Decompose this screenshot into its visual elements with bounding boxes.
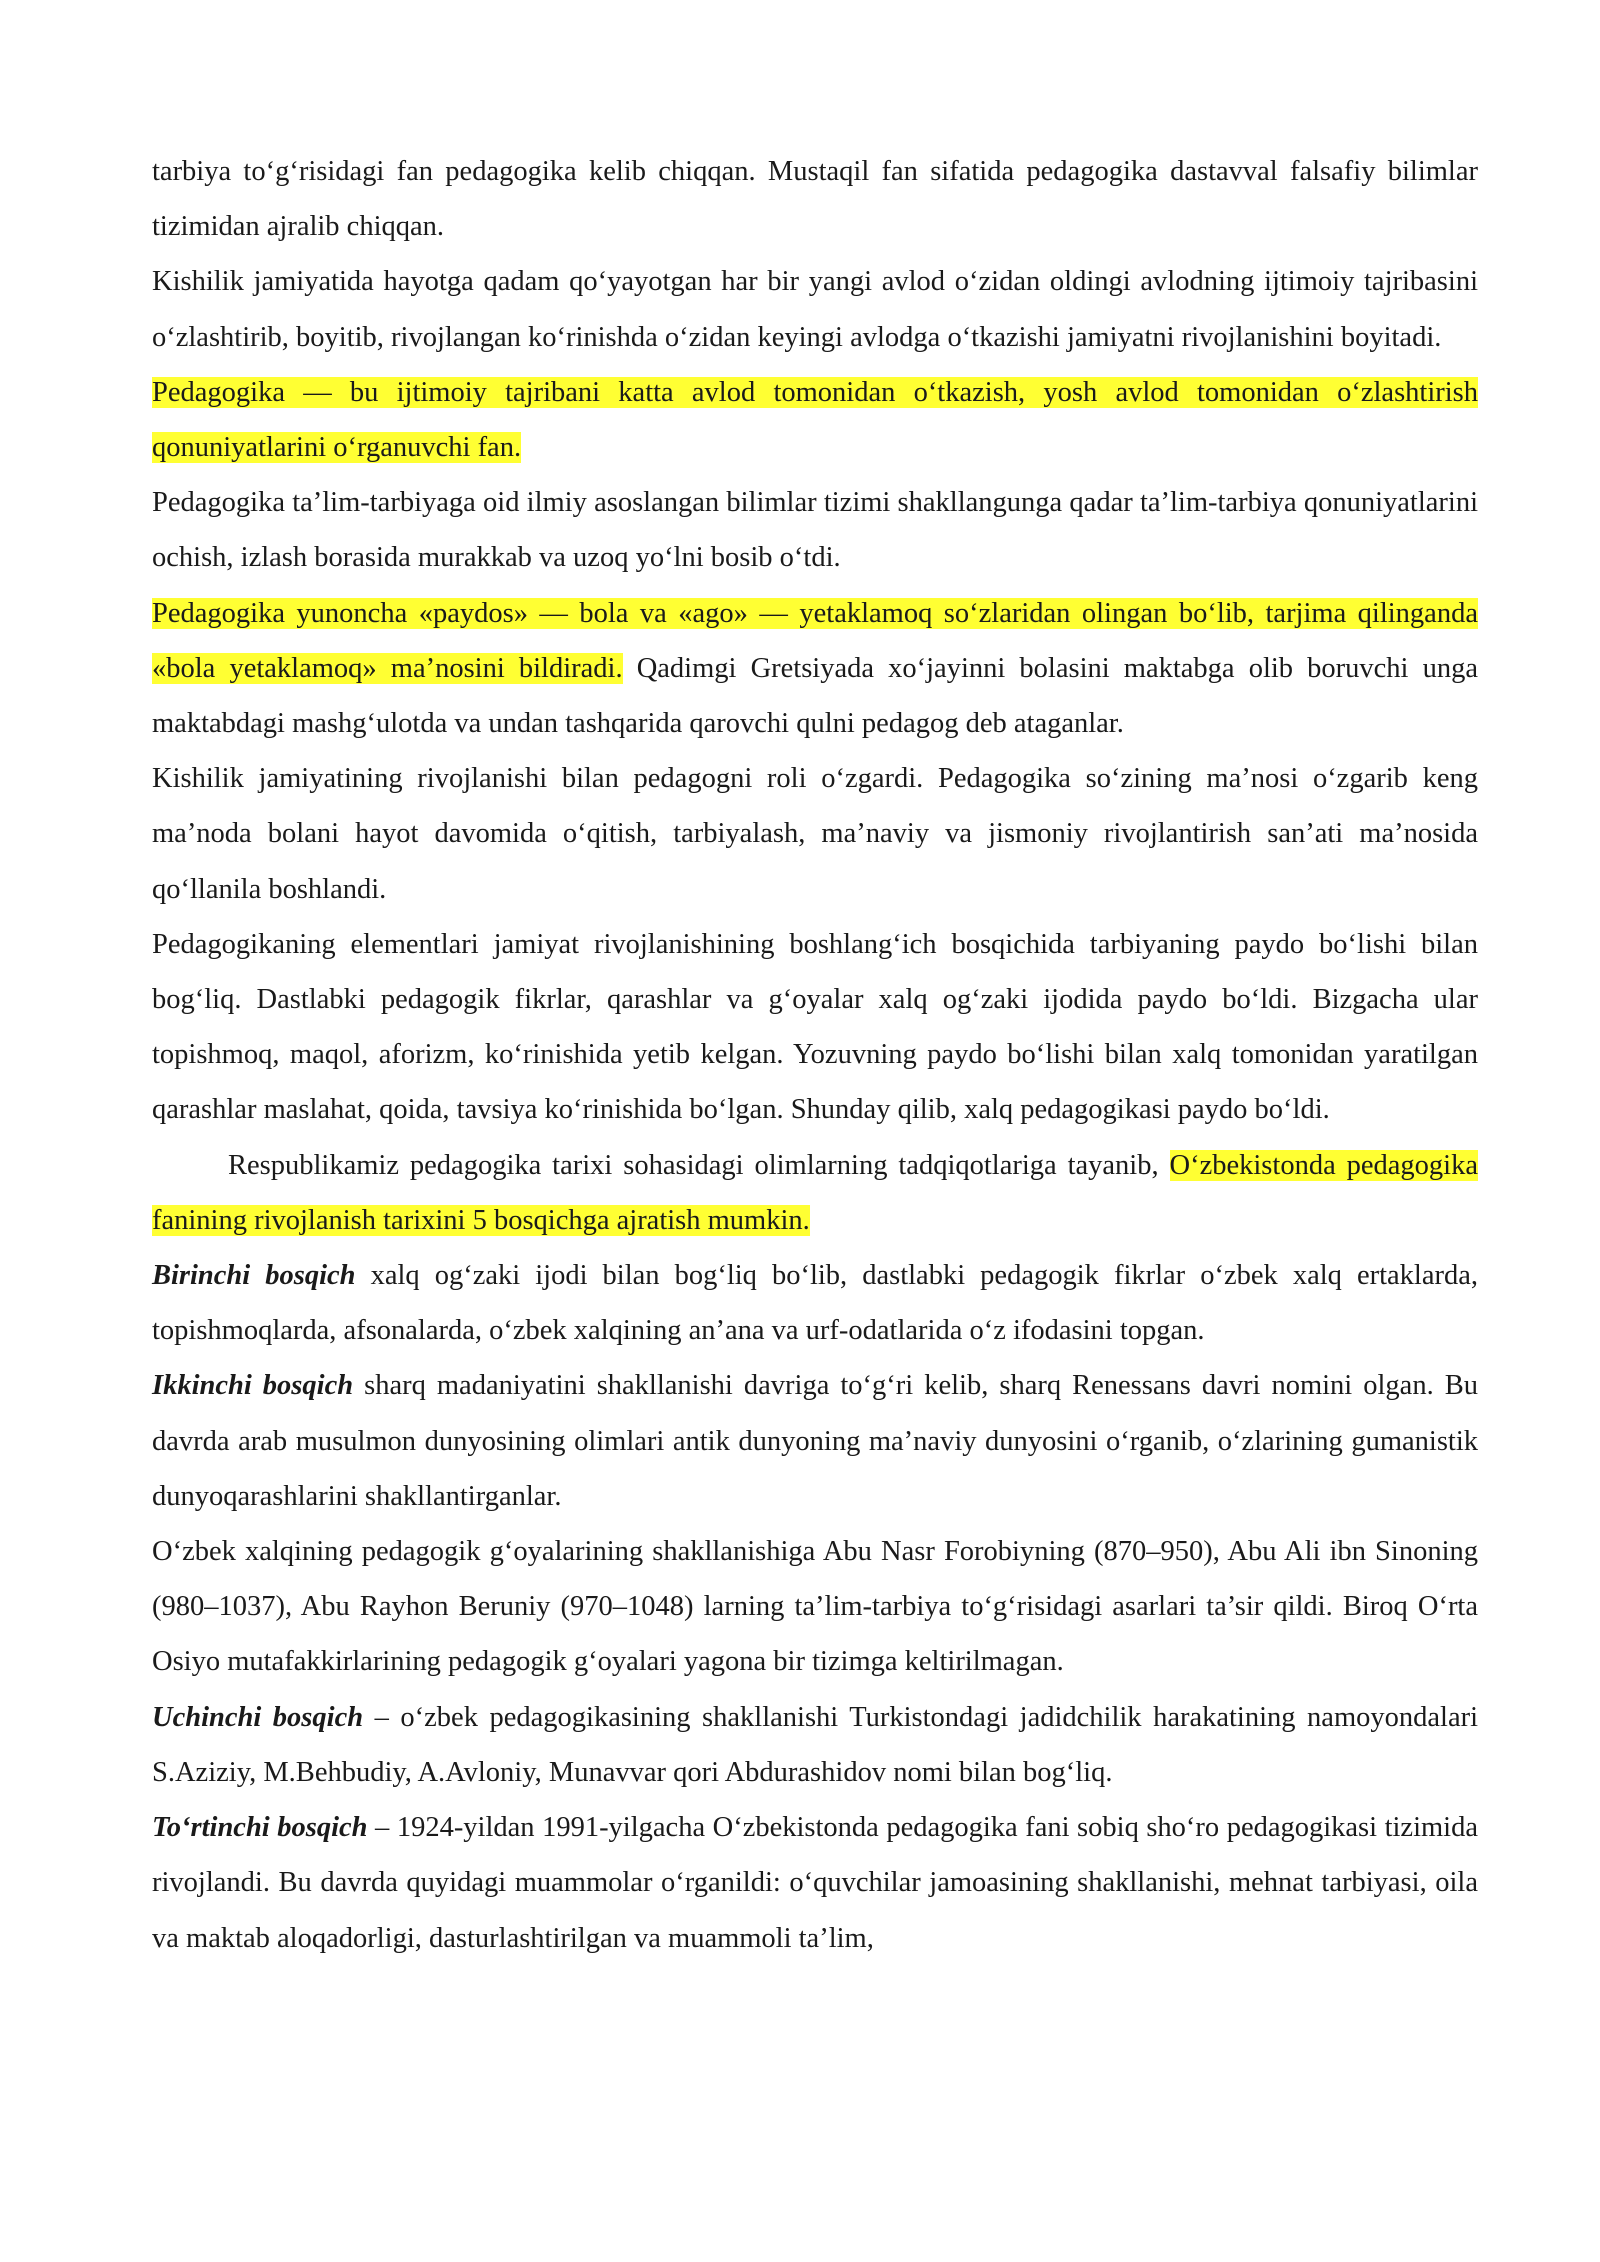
highlighted-text: O‘zbekistonda pedagogika fanining rivojlanish tarixini 5 bosqichga ajratish mumkin.: [152, 1149, 1478, 1236]
paragraph-text: sharq madaniyatini shakllanishi davriga to‘g‘ri kelib, sharq Renessans davri nomini olgan. Bu davrda arab musulmon dunyosining olimlari antik dunyoning ma’naviy dunyosini o‘rganib, o‘zlarining gumanistik dunyoqarashlarini shakllantirganlar.: [152, 1370, 1478, 1512]
paragraph-thinkers: [152, 1524, 1478, 1690]
paragraph-role-change: [152, 751, 1478, 917]
paragraph-text: tarbiya to‘g‘risidagi fan pedagogika kelib chiqqan. Mustaqil fan sifatida pedagogika dastavval falsafiy bilimlar tizimidan ajralib chiqqan.: [152, 156, 1478, 243]
paragraph-text: xalq og‘zaki ijodi bilan bog‘liq bo‘lib, dastlabki pedagogik fikrlar o‘zbek xalq ertaklarda, topishmoqlarda, afsonalarda, o‘zbek xalqining an’ana va urf-odatlarida o‘z ifodasini topgan.: [152, 1260, 1478, 1347]
paragraph-stages-intro: [152, 1138, 1478, 1248]
stage-term: Ikkinchi bosqich: [152, 1370, 354, 1402]
paragraph-elements: [152, 917, 1478, 1138]
paragraph-knowledge-system: [152, 475, 1478, 585]
stage-term: Uchinchi bosqich: [152, 1701, 364, 1733]
stage-term: To‘rtinchi bosqich: [152, 1812, 368, 1844]
paragraph-text: Kishilik jamiyatining rivojlanishi bilan pedagogni roli o‘zgardi. Pedagogika so‘zining ma’nosi o‘zgarib keng ma’noda bolani hayot davomida o‘qitish, tarbiyalash, ma’naviy va jismoniy rivojlantirish san’ati ma’nosida qo‘llanila boshlandi.: [152, 763, 1478, 905]
paragraph-text: Respublikamiz pedagogika tarixi sohasidagi olimlarning tadqiqotlariga tayanib,: [228, 1149, 1170, 1181]
paragraph-text: Qadimgi Gretsiyada xo‘jayinni bolasini maktabga olib boruvchi unga maktabdagi mashg‘ulotda va undan tashqarida qarovchi qulni pedagog deb ataganlar.: [152, 652, 1478, 740]
paragraph-text: Kishilik jamiyatida hayotga qadam qo‘yayotgan har bir yangi avlod o‘zidan oldingi avlodning ijtimoiy tajribasini o‘zlashtirib, boyitib, rivojlangan ko‘rinishda o‘zidan keyingi avlodga o‘tkazishi jamiyatni rivojlanishini boyitadi.: [152, 266, 1478, 353]
paragraph-text: – o‘zbek pedagogikasining shakllanishi Turkistondagi jadidchilik harakatining namoyondalari S.Aziziy, M.Behbudiy, A.Avloniy, Munavvar qori Abdurashidov nomi bilan bog‘liq.: [152, 1701, 1479, 1788]
paragraph-text: O‘zbek xalqining pedagogik g‘oyalarining shakllanishiga Abu Nasr Forobiyning (870–950), Abu Ali ibn Sinoning (980–1037), Abu Rayhon Beruniy (970–1048) larning ta’lim-tarbiya to‘g‘risidagi asarlari ta’sir qildi. Biroq O‘rta Osiyo mutafakkirlarining pedagogik g‘oyalari yagona bir tizimga keltirilmagan.: [152, 1536, 1478, 1678]
paragraph-origin: [152, 144, 1478, 254]
paragraph-stage-one: [152, 1248, 1478, 1358]
paragraph-generations: [152, 254, 1478, 364]
highlighted-text: Pedagogika yunoncha «paydos» — bola va «ago» — yetaklamoq so‘zlaridan olingan bo‘lib, tarjima qilinganda «bola yetaklamoq» ma’nosini bildiradi.: [152, 597, 1478, 684]
paragraph-etymology: [152, 586, 1478, 752]
paragraph-text: – 1924-yildan 1991-yilgacha O‘zbekistonda pedagogika fani sobiq sho‘ro pedagogikasi tizimida rivojlandi. Bu davrda quyidagi muammolar o‘rganildi: o‘quvchilar jamoasining shakllanishi, mehnat tarbiyasi, oila va maktab aloqadorligi, dasturlashtirilgan va muammoli ta’lim,: [152, 1812, 1478, 1954]
document-page: [152, 144, 1478, 1966]
paragraph-text: Pedagogikaning elementlari jamiyat rivojlanishining boshlang‘ich bosqichida tarbiyaning paydo bo‘lishi bilan bog‘liq. Dastlabki pedagogik fikrlar, qarashlar va g‘oyalar xalq og‘zaki ijodida paydo bo‘ldi. Bizgacha ular topishmoq, maqol, aforizm, ko‘rinishida yetib kelgan. Yozuvning paydo bo‘lishi bilan xalq tomonidan yaratilgan qarashlar maslahat, qoida, tavsiya ko‘rinishida bo‘lgan. Shunday qilib, xalq pedagogikasi paydo bo‘ldi.: [152, 928, 1478, 1126]
paragraph-stage-four: [152, 1800, 1478, 1966]
paragraph-definition: [152, 365, 1478, 475]
paragraph-text: Pedagogika ta’lim-tarbiyaga oid ilmiy asoslangan bilimlar tizimi shakllangunga qadar ta’lim-tarbiya qonuniyatlarini ochish, izlash borasida murakkab va uzoq yo‘lni bosib o‘tdi.: [152, 487, 1478, 574]
stage-term: Birinchi bosqich: [152, 1260, 356, 1292]
paragraph-stage-three: [152, 1690, 1478, 1800]
paragraph-stage-two: [152, 1358, 1478, 1524]
highlighted-text: Pedagogika — bu ijtimoiy tajribani katta avlod tomonidan o‘tkazish, yosh avlod tomonidan o‘zlashtirish qonuniyatlarini o‘rganuvchi fan.: [152, 376, 1478, 464]
